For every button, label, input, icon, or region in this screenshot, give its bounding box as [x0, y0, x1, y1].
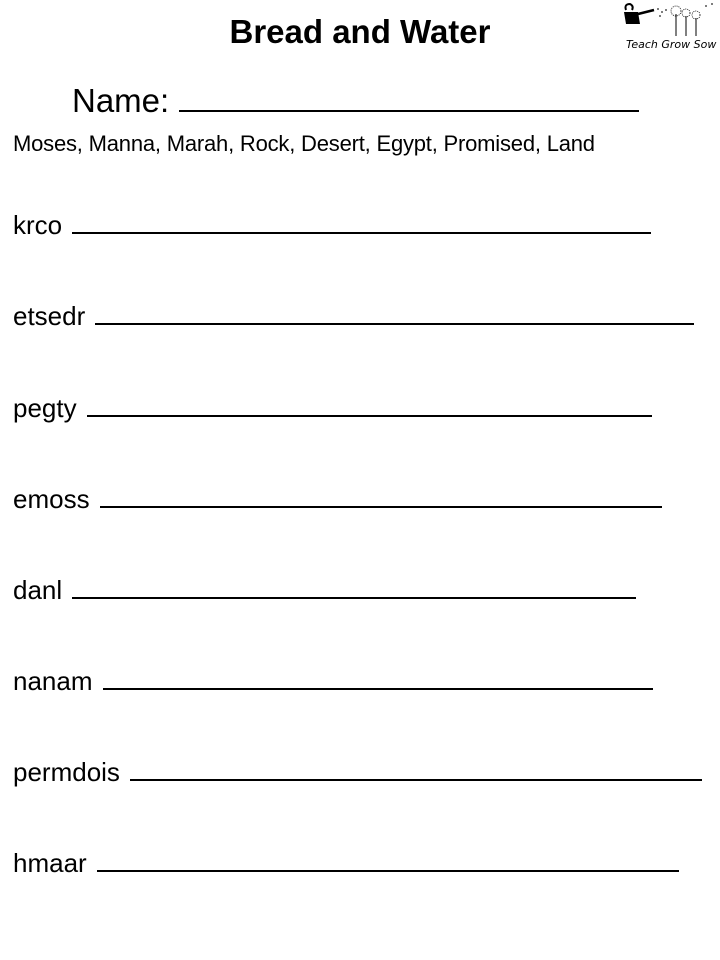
scrambled-word: permdois [13, 757, 120, 787]
scrambled-word: danl [13, 575, 63, 605]
name-answer-line[interactable] [179, 78, 639, 112]
scrambled-word: pegty [13, 393, 77, 423]
name-label: Name: [72, 82, 170, 119]
answer-line[interactable] [72, 206, 651, 234]
answer-line[interactable] [97, 844, 679, 872]
word-bank: Moses, Manna, Marah, Rock, Desert, Egypt, Promised, Land [13, 131, 595, 156]
scramble-row [13, 297, 694, 333]
answer-line[interactable] [95, 297, 694, 325]
scramble-row [13, 389, 652, 425]
scramble-row [13, 844, 679, 880]
watering-can-dandelion-icon [618, 0, 720, 40]
scramble-row [13, 753, 702, 789]
name-field[interactable] [72, 78, 639, 123]
scrambled-word: krco [13, 210, 63, 240]
scramble-row [13, 480, 662, 516]
logo [618, 0, 720, 56]
answer-line[interactable] [72, 571, 636, 599]
answer-line[interactable] [103, 662, 654, 690]
scrambled-word: nanam [13, 666, 93, 696]
logo-text: Teach Grow Sow [626, 38, 717, 51]
scrambled-word: emoss [13, 484, 90, 514]
scramble-row [13, 206, 651, 242]
page-title: Bread and Water [229, 13, 491, 50]
scrambled-word: hmaar [13, 848, 87, 878]
scrambled-word: etsedr [13, 301, 86, 331]
answer-line[interactable] [100, 480, 662, 508]
scramble-row [13, 662, 653, 698]
scramble-row [13, 571, 636, 607]
answer-line[interactable] [130, 753, 702, 781]
answer-line[interactable] [87, 389, 652, 417]
